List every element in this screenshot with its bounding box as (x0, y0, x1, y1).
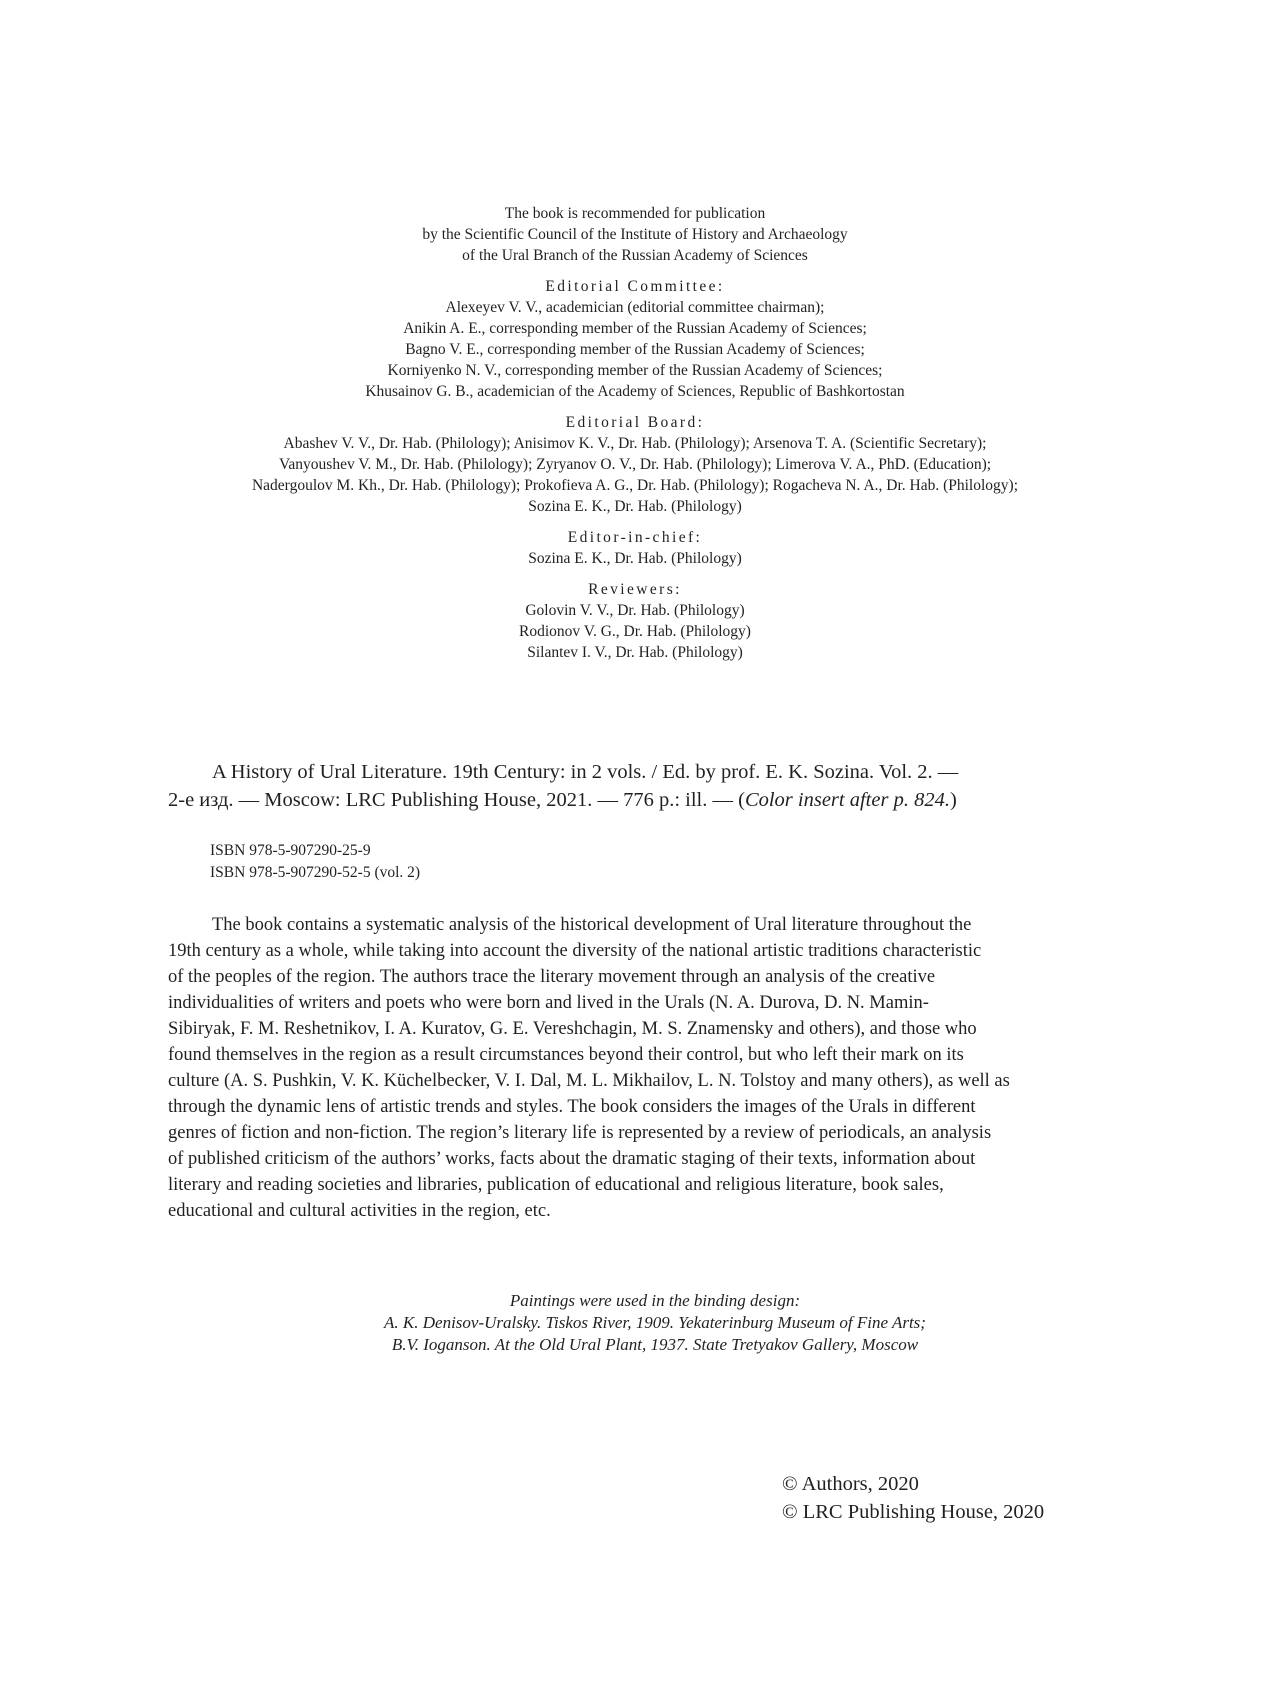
abstract-line: found themselves in the region as a result circumstances beyond their control, but who left their mark on its (168, 1045, 964, 1065)
credits-block (0, 203, 1270, 663)
abstract-line: educational and cultural activities in the region, etc. (168, 1201, 551, 1221)
copyright-line: © LRC Publishing House, 2020 (782, 1501, 1045, 1523)
abstract-line: genres of fiction and non-fiction. The region’s literary life is represented by a review of periodicals, an analysis (168, 1123, 992, 1143)
isbn-block (210, 840, 420, 884)
recommendation-line: by the Scientific Council of the Institute of History and Archaeology (422, 226, 848, 243)
citation-line-2-suffix: ) (949, 789, 957, 811)
committee-member: Alexeyev V. V., academician (editorial committee chairman); (445, 299, 825, 316)
abstract-line: of the peoples of the region. The authors trace the literary movement through an analysis of the creative (168, 967, 936, 987)
editor-in-chief-name: Sozina E. K., Dr. Hab. (Philology) (528, 550, 742, 567)
committee-member: Khusainov G. B., academician of the Academy of Sciences, Republic of Bashkortostan (365, 383, 905, 400)
paintings-line: Paintings were used in the binding design: (509, 1291, 801, 1310)
abstract-line: culture (A. S. Pushkin, V. K. Küchelbecker, V. I. Dal, M. L. Mikhailov, L. N. Tolstoy and many others), as well as (168, 1071, 1010, 1091)
abstract-line: individualities of writers and poets who were born and lived in the Urals (N. A. Durova, D. N. Mamin- (168, 993, 929, 1013)
board-line: Abashev V. V., Dr. Hab. (Philology); Anisimov K. V., Dr. Hab. (Philology); Arsenova T. A. (Scientific Secretary); (283, 435, 987, 452)
bibliographic-citation (168, 758, 1098, 814)
copyright-line: © Authors, 2020 (782, 1473, 919, 1495)
committee-member: Anikin A. E., corresponding member of the Russian Academy of Sciences; (403, 320, 867, 337)
abstract-line: literary and reading societies and libraries, publication of educational and religious literature, book sales, (168, 1175, 944, 1195)
abstract-paragraph (168, 912, 1098, 1224)
paintings-line: A. K. Denisov-Uralsky. Tiskos River, 1909. Yekaterinburg Museum of Fine Arts; (384, 1313, 926, 1332)
citation-line-2-prefix: 2-е изд. — Moscow: LRC Publishing House, 2021. — 776 p.: ill. — ( (168, 789, 745, 811)
reviewer-name: Rodionov V. G., Dr. Hab. (Philology) (519, 623, 751, 640)
editorial-committee-heading: Editorial Committee: (545, 278, 725, 295)
committee-member: Bagno V. E., corresponding member of the Russian Academy of Sciences; (405, 341, 865, 358)
binding-paintings-credit (0, 1290, 1270, 1356)
editorial-board (0, 412, 1270, 517)
reviewer-name: Silantev I. V., Dr. Hab. (Philology) (527, 644, 743, 661)
isbn-line: ISBN 978-5-907290-25-9 (210, 842, 371, 859)
board-line: Nadergoulov M. Kh., Dr. Hab. (Philology); Prokofieva A. G., Dr. Hab. (Philology); Rogacheva N. A., Dr. Hab. (Philology); (251, 477, 1019, 494)
reviewer-name: Golovin V. V., Dr. Hab. (Philology) (525, 602, 745, 619)
isbn-line: ISBN 978-5-907290-52-5 (vol. 2) (210, 864, 421, 881)
recommendation-line: of the Ural Branch of the Russian Academy of Sciences (462, 247, 808, 264)
editorial-board-heading: Editorial Board: (565, 414, 705, 431)
copyright-block (782, 1470, 1044, 1526)
abstract-line: Sibiryak, F. M. Reshetnikov, I. A. Kuratov, G. E. Vereshchagin, M. S. Znamensky and others), and those who (168, 1019, 977, 1039)
reviewers-heading: Reviewers: (588, 581, 682, 598)
abstract-line: through the dynamic lens of artistic trends and styles. The book considers the images of the Urals in different (168, 1097, 976, 1117)
abstract-line: The book contains a systematic analysis of the historical development of Ural literature throughout the (212, 915, 972, 935)
citation-line-1: A History of Ural Literature. 19th Century: in 2 vols. / Ed. by prof. E. K. Sozina. Vol. 2. — (212, 761, 959, 783)
board-line: Sozina E. K., Dr. Hab. (Philology) (528, 498, 742, 515)
recommendation-note (0, 203, 1270, 266)
citation-color-insert: Color insert after p. 824. (744, 789, 950, 811)
board-line: Vanyoushev V. M., Dr. Hab. (Philology); Zyryanov O. V., Dr. Hab. (Philology); Limerova V. A., PhD. (Education); (278, 456, 992, 473)
citation-line-2 (168, 786, 1098, 814)
committee-member: Korniyenko N. V., corresponding member of the Russian Academy of Sciences; (387, 362, 883, 379)
editor-in-chief-heading: Editor-in-chief: (567, 529, 703, 546)
abstract-line: of published criticism of the authors’ works, facts about the dramatic staging of their texts, information about (168, 1149, 976, 1169)
paintings-line: B.V. Ioganson. At the Old Ural Plant, 1937. State Tretyakov Gallery, Moscow (391, 1335, 919, 1354)
recommendation-line: The book is recommended for publication (504, 205, 766, 222)
reviewers (0, 579, 1270, 663)
editorial-committee (0, 276, 1270, 402)
editor-in-chief (0, 527, 1270, 569)
abstract-line: 19th century as a whole, while taking into account the diversity of the national artistic traditions characteristic (168, 941, 982, 961)
